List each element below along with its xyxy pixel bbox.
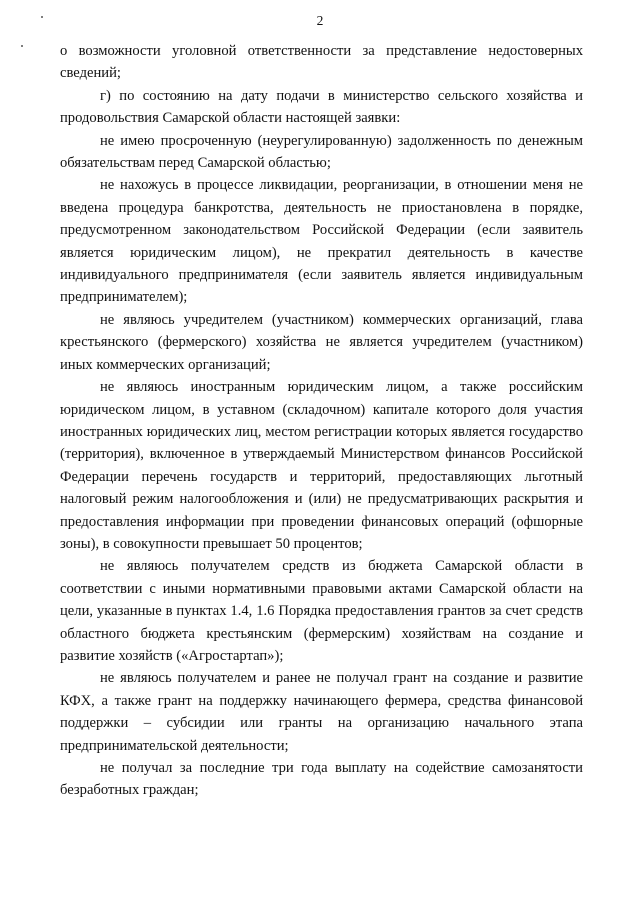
paragraph: не являюсь получателем средств из бюджета Самарской области в соответствии с иными нормативными правовыми актами Самарской области на цели, указанные в пунктах 1.4, 1.6 Порядка предоставления грантов за счет средств областного бюджета крестьянским (фермерским) хозяйствам на создание и развитие хозяйств («Агростартап»); <box>60 558 583 664</box>
paragraph: не являюсь получателем и ранее не получал грант на создание и развитие КФХ, а также грант на поддержку начинающего фермера, средства финансовой поддержки – субсидии или гранты на организацию начального этапа предпринимательской деятельности; <box>60 670 583 754</box>
paragraph: не являюсь иностранным юридическим лицом, а также российским юридическом лицом, в уставном (складочном) капитале которого доля участия иностранных юридических лиц, местом регистрации которых является государство (территория), включенное в утверждаемый Министерством финансов Российской Федерации перечень государств и территорий, предоставляющих льготный налоговый режим налогообложения и (или) не предусматривающих раскрытия и предоставления информации при проведении финансовых операций (офшорные зоны), в совокупности превышает 50 процентов; <box>60 379 583 552</box>
document-body <box>60 40 583 802</box>
paragraph: не нахожусь в процессе ликвидации, реорганизации, в отношении меня не введена процедура банкротства, деятельность не приостановлена в порядке, предусмотренном законодательством Российской Федерации (если заявитель является юридическим лицом), не прекратил деятельность в качестве индивидуального предпринимателя (если заявитель является индивидуальным предпринимателем); <box>60 177 583 306</box>
paragraph: о возможности уголовной ответственности за представление недостоверных сведений; <box>60 43 583 82</box>
paragraph: не являюсь учредителем (участником) коммерческих организаций, глава крестьянского (фермерского) хозяйства не является учредителем (участником) иных коммерческих организаций; <box>60 311 583 373</box>
scan-speck <box>21 45 23 47</box>
page-number: 2 <box>316 13 324 28</box>
paragraph: не получал за последние три года выплату на содействие самозанятости безработных граждан; <box>60 760 583 799</box>
paragraph: не имею просроченную (неурегулированную) задолженность по денежным обязательствам перед Самарской областью; <box>60 132 583 172</box>
paragraph: г) по состоянию на дату подачи в министерство сельского хозяйства и продовольствия Самарской области настоящей заявки: <box>60 87 583 127</box>
